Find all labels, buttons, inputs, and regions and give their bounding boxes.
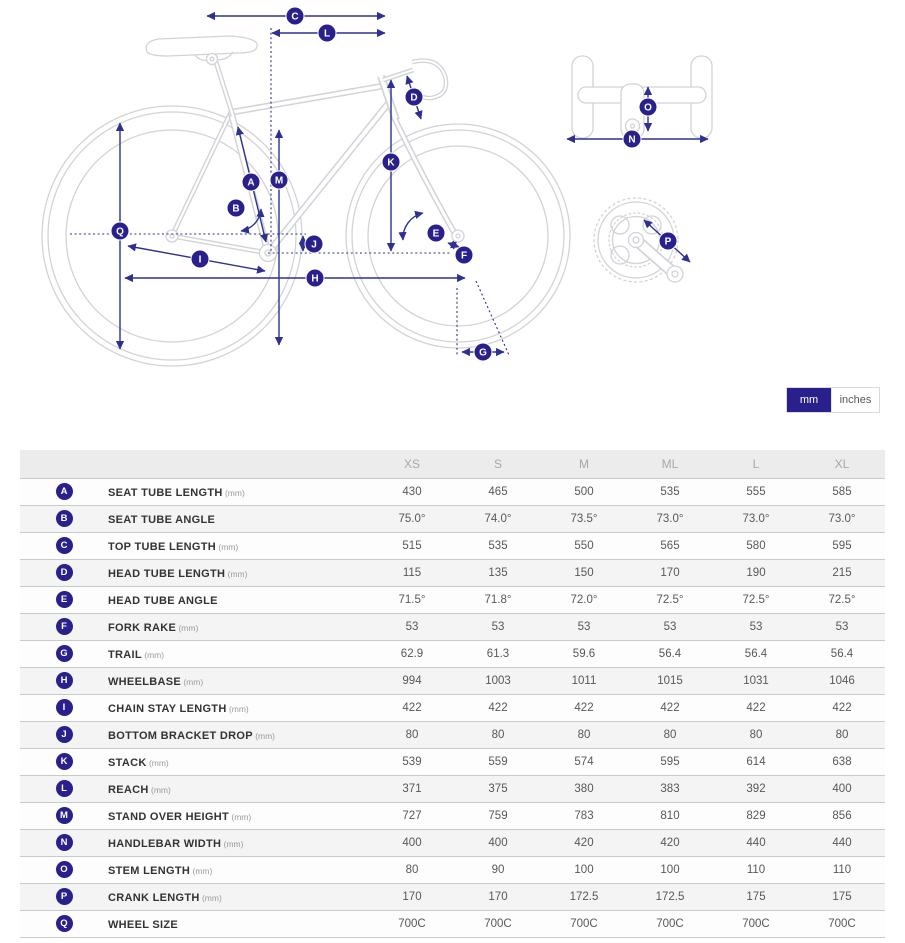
- svg-text:F: F: [460, 250, 468, 262]
- svg-text:C: C: [291, 11, 299, 23]
- size-column-header: XS: [369, 450, 455, 478]
- geometry-value-cell: 585: [799, 478, 885, 505]
- geometry-value-cell: 700C: [627, 910, 713, 937]
- geometry-value-cell: 172.5: [627, 883, 713, 910]
- table-row: [20, 748, 885, 775]
- geometry-value-cell: 74.0°: [455, 505, 541, 532]
- row-label: HEAD TUBE LENGTH: [108, 567, 226, 580]
- row-badge-cell: [20, 559, 108, 586]
- geometry-value-cell: 170: [627, 559, 713, 586]
- row-letter-badge: D: [56, 564, 73, 581]
- geometry-value-cell: 565: [627, 532, 713, 559]
- svg-text:N: N: [628, 134, 636, 146]
- bike-geometry-diagram: [0, 0, 905, 443]
- geometry-value-cell: 856: [799, 802, 885, 829]
- geometry-value-cell: 170: [455, 883, 541, 910]
- dimension-arrows: [120, 16, 708, 352]
- geometry-value-cell: 700C: [799, 910, 885, 937]
- geometry-value-cell: 829: [713, 802, 799, 829]
- diagram-badge-h: [306, 269, 324, 287]
- geometry-value-cell: 71.8°: [455, 586, 541, 613]
- row-unit: (mm): [226, 703, 249, 714]
- unit-toggle-mm-button[interactable]: mm: [787, 388, 831, 412]
- row-unit: (mm): [225, 568, 248, 579]
- diagram-badge-f: [455, 246, 473, 264]
- geometry-value-cell: 150: [541, 559, 627, 586]
- row-badge-cell: [20, 694, 108, 721]
- geometry-value-cell: 75.0°: [369, 505, 455, 532]
- geometry-value-cell: 400: [455, 829, 541, 856]
- geometry-value-cell: 700C: [541, 910, 627, 937]
- row-badge-cell: [20, 748, 108, 775]
- row-badge-cell: [20, 721, 108, 748]
- table-row: [20, 775, 885, 802]
- row-label-cell: [108, 505, 369, 532]
- geometry-value-cell: 380: [541, 775, 627, 802]
- row-unit: (mm): [221, 838, 244, 849]
- row-letter-badge: M: [56, 807, 73, 824]
- geometry-value-cell: 175: [713, 883, 799, 910]
- geometry-value-cell: 465: [455, 478, 541, 505]
- diagram-badge-b: [227, 199, 245, 217]
- table-row: [20, 694, 885, 721]
- geometry-value-cell: 53: [455, 613, 541, 640]
- row-unit: (mm): [222, 487, 245, 498]
- table-row: [20, 910, 885, 937]
- row-badge-cell: [20, 478, 108, 505]
- row-label-cell: [108, 856, 369, 883]
- table-row: [20, 532, 885, 559]
- geometry-value-cell: 430: [369, 478, 455, 505]
- table-row: [20, 478, 885, 505]
- geometry-value-cell: 56.4: [713, 640, 799, 667]
- geometry-value-cell: 53: [799, 613, 885, 640]
- row-label-cell: [108, 532, 369, 559]
- geometry-value-cell: 700C: [455, 910, 541, 937]
- diagram-badge-n: [623, 130, 641, 148]
- row-label-cell: [108, 721, 369, 748]
- row-letter-badge: B: [56, 510, 73, 527]
- diagram-badge-a: [242, 173, 260, 191]
- diagram-badge-l: [318, 24, 336, 42]
- row-label-cell: [108, 748, 369, 775]
- row-letter-badge: C: [56, 537, 73, 554]
- row-label-cell: [108, 559, 369, 586]
- row-label: HANDLEBAR WIDTH: [108, 837, 222, 850]
- geometry-value-cell: 574: [541, 748, 627, 775]
- geometry-value-cell: 59.6: [541, 640, 627, 667]
- row-badge-cell: [20, 505, 108, 532]
- geometry-value-cell: 422: [369, 694, 455, 721]
- geometry-value-cell: 400: [799, 775, 885, 802]
- geometry-value-cell: 375: [455, 775, 541, 802]
- geometry-value-cell: 515: [369, 532, 455, 559]
- geometry-table-body: [20, 478, 885, 937]
- size-column-header: ML: [627, 450, 713, 478]
- table-row: [20, 856, 885, 883]
- geometry-value-cell: 500: [541, 478, 627, 505]
- table-row: [20, 505, 885, 532]
- geometry-value-cell: 422: [713, 694, 799, 721]
- row-unit: (mm): [229, 811, 252, 822]
- row-label-cell: [108, 775, 369, 802]
- row-badge-cell: [20, 856, 108, 883]
- diagram-badge-q: [111, 222, 129, 240]
- size-column-header: M: [541, 450, 627, 478]
- geometry-value-cell: 110: [799, 856, 885, 883]
- row-label: FORK RAKE: [108, 621, 177, 634]
- geometry-value-cell: 422: [799, 694, 885, 721]
- row-label: CRANK LENGTH: [108, 891, 200, 904]
- geometry-value-cell: 73.5°: [541, 505, 627, 532]
- row-label: TRAIL: [108, 648, 142, 661]
- row-badge-cell: [20, 613, 108, 640]
- row-badge-cell: [20, 532, 108, 559]
- geometry-value-cell: 383: [627, 775, 713, 802]
- geometry-value-cell: 392: [713, 775, 799, 802]
- row-label-cell: [108, 667, 369, 694]
- row-letter-badge: Q: [56, 915, 73, 932]
- geometry-value-cell: 61.3: [455, 640, 541, 667]
- svg-text:E: E: [432, 228, 440, 240]
- row-letter-badge: P: [56, 888, 73, 905]
- table-row: [20, 559, 885, 586]
- geometry-value-cell: 53: [713, 613, 799, 640]
- geometry-value-cell: 371: [369, 775, 455, 802]
- svg-text:A: A: [247, 177, 255, 189]
- row-label-cell: [108, 802, 369, 829]
- size-column-header: XL: [799, 450, 885, 478]
- row-label: TOP TUBE LENGTH: [108, 540, 216, 553]
- geometry-value-cell: 994: [369, 667, 455, 694]
- table-row: [20, 883, 885, 910]
- bike-side-view-art: [42, 36, 570, 366]
- badge-column-header: [20, 450, 108, 478]
- diagram-badge-o: [639, 98, 657, 116]
- geometry-value-cell: 90: [455, 856, 541, 883]
- table-row: [20, 829, 885, 856]
- handlebar-front-view-art: [572, 56, 712, 138]
- unit-toggle: [786, 387, 880, 413]
- geometry-value-cell: 783: [541, 802, 627, 829]
- geometry-value-cell: 175: [799, 883, 885, 910]
- geometry-value-cell: 1011: [541, 667, 627, 694]
- row-label: BOTTOM BRACKET DROP: [108, 729, 253, 742]
- row-label-cell: [108, 829, 369, 856]
- size-header-row: [20, 450, 885, 478]
- geometry-value-cell: 539: [369, 748, 455, 775]
- row-badge-cell: [20, 667, 108, 694]
- svg-text:O: O: [644, 102, 652, 114]
- geometry-value-cell: 215: [799, 559, 885, 586]
- geometry-value-cell: 80: [455, 721, 541, 748]
- diagram-badge-i: [191, 250, 209, 268]
- unit-toggle-inches-button[interactable]: inches: [831, 388, 879, 412]
- diagram-badge-j: [305, 235, 323, 253]
- row-unit: (mm): [148, 784, 171, 795]
- geometry-value-cell: 135: [455, 559, 541, 586]
- svg-text:D: D: [410, 92, 418, 104]
- svg-text:P: P: [664, 236, 672, 248]
- row-badge-cell: [20, 910, 108, 937]
- table-row: [20, 667, 885, 694]
- geometry-value-cell: 170: [369, 883, 455, 910]
- table-row: [20, 640, 885, 667]
- row-badge-cell: [20, 775, 108, 802]
- row-label: SEAT TUBE LENGTH: [108, 486, 223, 499]
- row-letter-badge: I: [56, 699, 73, 716]
- row-letter-badge: O: [56, 861, 73, 878]
- svg-text:B: B: [232, 203, 240, 215]
- row-letter-badge: H: [56, 672, 73, 689]
- row-label-cell: [108, 694, 369, 721]
- table-row: [20, 613, 885, 640]
- geometry-value-cell: 535: [455, 532, 541, 559]
- row-unit: (mm): [141, 649, 165, 660]
- geometry-value-cell: 400: [369, 829, 455, 856]
- geometry-value-cell: 559: [455, 748, 541, 775]
- geometry-value-cell: 550: [541, 532, 627, 559]
- diagram-badge-c: [286, 7, 304, 25]
- svg-text:I: I: [198, 254, 202, 266]
- row-label: STAND OVER HEIGHT: [108, 810, 230, 823]
- row-label: SEAT TUBE ANGLE: [108, 513, 216, 526]
- geometry-value-cell: 422: [455, 694, 541, 721]
- row-label-cell: [108, 910, 369, 937]
- row-label-cell: [108, 613, 369, 640]
- svg-text:M: M: [274, 175, 284, 187]
- geometry-value-cell: 1015: [627, 667, 713, 694]
- diagram-badge-k: [382, 153, 400, 171]
- geometry-table: [20, 450, 885, 938]
- geometry-value-cell: 638: [799, 748, 885, 775]
- geometry-value-cell: 700C: [713, 910, 799, 937]
- row-unit: (mm): [216, 541, 239, 552]
- row-label-cell: [108, 586, 369, 613]
- geometry-value-cell: 759: [455, 802, 541, 829]
- diagram-badge-p: [659, 232, 677, 250]
- svg-text:K: K: [387, 157, 395, 169]
- row-letter-badge: L: [56, 780, 73, 797]
- geometry-value-cell: 80: [369, 856, 455, 883]
- geometry-value-cell: 53: [627, 613, 713, 640]
- geometry-value-cell: 80: [627, 721, 713, 748]
- geometry-value-cell: 440: [713, 829, 799, 856]
- label-column-header: [108, 450, 369, 478]
- geometry-value-cell: 73.0°: [627, 505, 713, 532]
- geometry-value-cell: 555: [713, 478, 799, 505]
- size-column-header: S: [455, 450, 541, 478]
- geometry-value-cell: 72.0°: [541, 586, 627, 613]
- row-label: WHEEL SIZE: [108, 918, 179, 931]
- row-label: WHEELBASE: [108, 675, 181, 688]
- row-unit: (mm): [190, 865, 213, 876]
- row-label-cell: [108, 478, 369, 505]
- row-letter-badge: F: [56, 618, 73, 635]
- svg-text:H: H: [311, 273, 319, 285]
- geometry-value-cell: 53: [541, 613, 627, 640]
- geometry-value-cell: 420: [541, 829, 627, 856]
- row-letter-badge: J: [56, 726, 73, 743]
- geometry-value-cell: 580: [713, 532, 799, 559]
- geometry-value-cell: 614: [713, 748, 799, 775]
- geometry-value-cell: 172.5: [541, 883, 627, 910]
- geometry-value-cell: 100: [627, 856, 713, 883]
- row-letter-badge: E: [56, 591, 73, 608]
- geometry-value-cell: 62.9: [369, 640, 455, 667]
- diagram-badge-d: [405, 88, 423, 106]
- row-badge-cell: [20, 829, 108, 856]
- geometry-value-cell: 595: [627, 748, 713, 775]
- geometry-value-cell: 80: [541, 721, 627, 748]
- svg-text:Q: Q: [116, 226, 124, 238]
- row-unit: (mm): [199, 892, 222, 903]
- size-column-header: L: [713, 450, 799, 478]
- table-row: [20, 721, 885, 748]
- row-unit: (mm): [146, 757, 169, 768]
- geometry-value-cell: 72.5°: [799, 586, 885, 613]
- geometry-value-cell: 100: [541, 856, 627, 883]
- geometry-value-cell: 727: [369, 802, 455, 829]
- row-label: STACK: [108, 756, 147, 769]
- geometry-value-cell: 1046: [799, 667, 885, 694]
- geometry-value-cell: 115: [369, 559, 455, 586]
- geometry-value-cell: 56.4: [799, 640, 885, 667]
- row-unit: (mm): [180, 676, 204, 687]
- geometry-value-cell: 420: [627, 829, 713, 856]
- geometry-value-cell: 595: [799, 532, 885, 559]
- geometry-value-cell: 422: [541, 694, 627, 721]
- diagram-badge-m: [270, 171, 288, 189]
- geometry-value-cell: 53: [369, 613, 455, 640]
- geometry-value-cell: 1003: [455, 667, 541, 694]
- table-row: [20, 586, 885, 613]
- geometry-value-cell: 80: [369, 721, 455, 748]
- row-letter-badge: A: [56, 483, 73, 500]
- row-badge-cell: [20, 586, 108, 613]
- geometry-value-cell: 110: [713, 856, 799, 883]
- geometry-value-cell: 80: [713, 721, 799, 748]
- diagram-badge-g: [474, 343, 492, 361]
- svg-text:J: J: [311, 239, 317, 251]
- row-label-cell: [108, 883, 369, 910]
- row-label: HEAD TUBE ANGLE: [108, 594, 218, 607]
- geometry-value-cell: 440: [799, 829, 885, 856]
- row-badge-cell: [20, 802, 108, 829]
- geometry-value-cell: 535: [627, 478, 713, 505]
- row-unit: (mm): [176, 622, 199, 633]
- geometry-value-cell: 80: [799, 721, 885, 748]
- row-letter-badge: N: [56, 834, 73, 851]
- table-row: [20, 802, 885, 829]
- geometry-value-cell: 810: [627, 802, 713, 829]
- geometry-value-cell: 190: [713, 559, 799, 586]
- svg-text:L: L: [323, 28, 331, 40]
- row-badge-cell: [20, 883, 108, 910]
- geometry-value-cell: 1031: [713, 667, 799, 694]
- geometry-value-cell: 72.5°: [713, 586, 799, 613]
- row-label: REACH: [108, 783, 149, 796]
- svg-text:G: G: [479, 347, 487, 359]
- row-label: STEM LENGTH: [108, 864, 191, 877]
- row-letter-badge: K: [56, 753, 73, 770]
- geometry-value-cell: 72.5°: [627, 586, 713, 613]
- row-unit: (mm): [252, 730, 276, 741]
- geometry-value-cell: 422: [627, 694, 713, 721]
- geometry-value-cell: 71.5°: [369, 586, 455, 613]
- row-label: CHAIN STAY LENGTH: [108, 702, 227, 715]
- geometry-value-cell: 73.0°: [799, 505, 885, 532]
- geometry-value-cell: 73.0°: [713, 505, 799, 532]
- geometry-value-cell: 700C: [369, 910, 455, 937]
- row-letter-badge: G: [56, 645, 73, 662]
- diagram-badge-e: [427, 224, 445, 242]
- geometry-value-cell: 56.4: [627, 640, 713, 667]
- row-badge-cell: [20, 640, 108, 667]
- row-label-cell: [108, 640, 369, 667]
